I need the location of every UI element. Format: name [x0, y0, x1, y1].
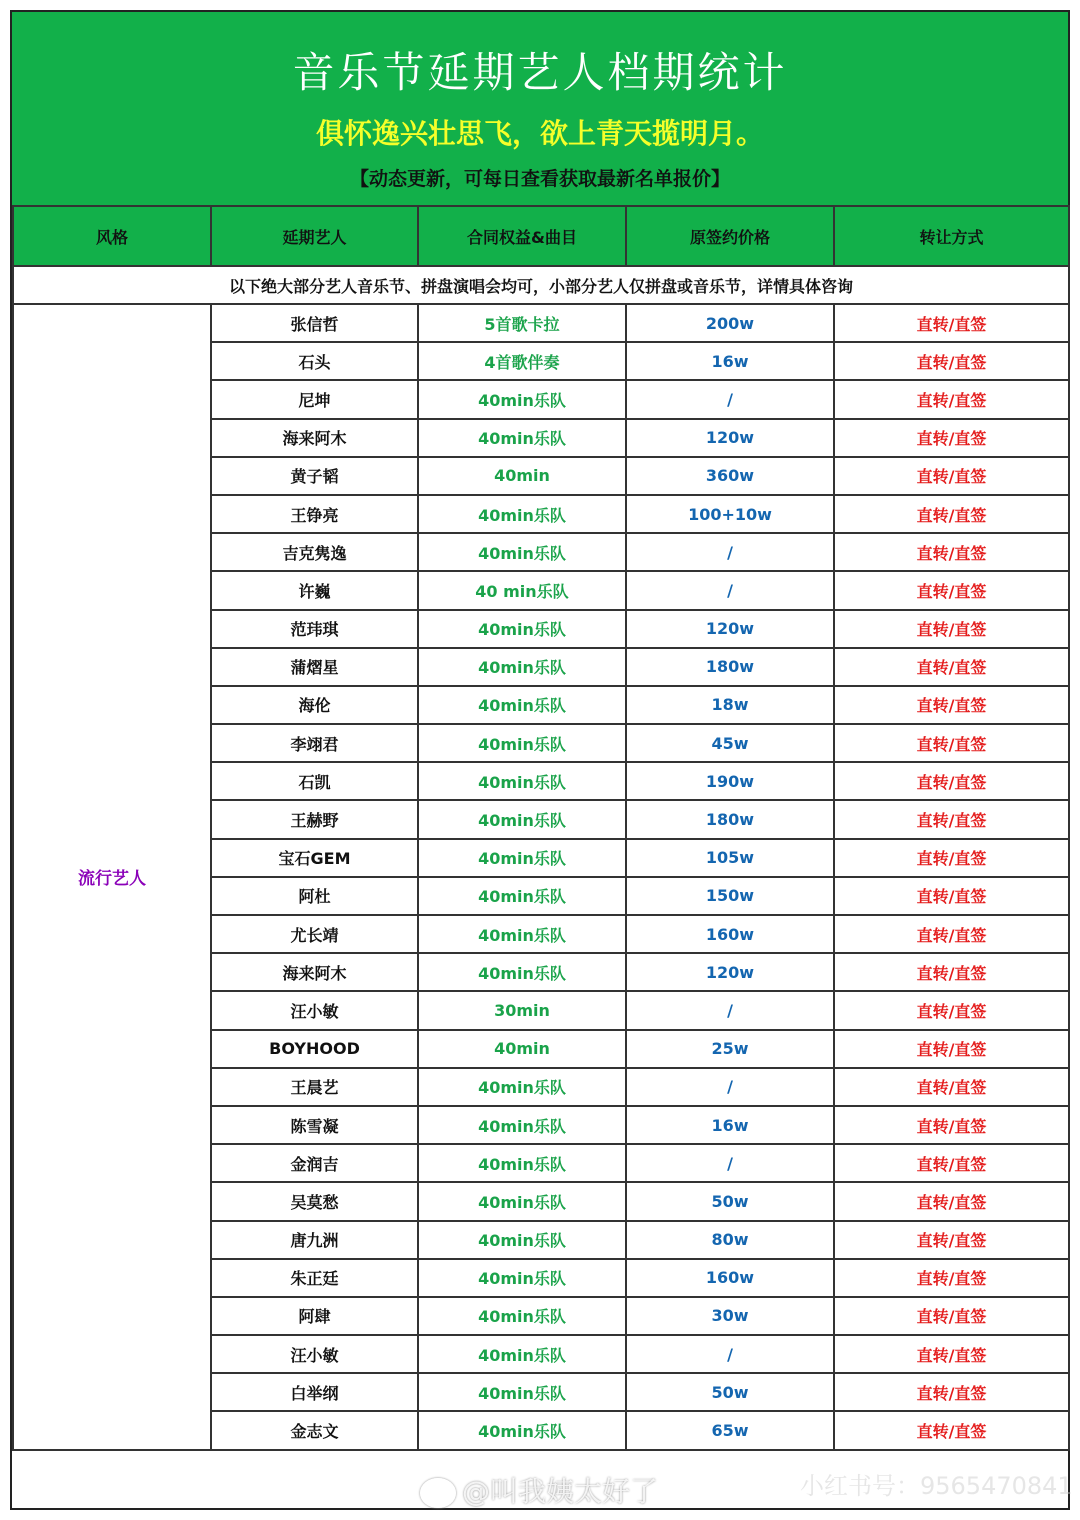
transfer-method: 直转/直签 [834, 1144, 1069, 1182]
artist-table [12, 205, 1070, 1451]
contract-terms: 40min乐队 [418, 839, 626, 877]
original-price: 80w [626, 1221, 834, 1259]
transfer-method: 直转/直签 [834, 762, 1069, 800]
column-header-artist: 延期艺人 [211, 206, 418, 266]
transfer-method: 直转/直签 [834, 610, 1069, 648]
artist-name: 尤长靖 [211, 915, 418, 953]
contract-terms: 40min乐队 [418, 1182, 626, 1220]
contract-terms: 5首歌卡拉 [418, 304, 626, 342]
original-price: 360w [626, 457, 834, 495]
contract-terms: 40min [418, 457, 626, 495]
contract-terms: 30min [418, 991, 626, 1029]
price-sheet [10, 10, 1070, 1510]
original-price: / [626, 991, 834, 1029]
transfer-method: 直转/直签 [834, 724, 1069, 762]
update-notice: 【动态更新，可每日查看获取最新名单报价】 [349, 168, 730, 190]
original-price: 160w [626, 915, 834, 953]
original-price: 45w [626, 724, 834, 762]
original-price: 105w [626, 839, 834, 877]
transfer-method: 直转/直签 [834, 877, 1069, 915]
artist-name: 范玮琪 [211, 610, 418, 648]
original-price: 120w [626, 610, 834, 648]
transfer-method: 直转/直签 [834, 457, 1069, 495]
transfer-method: 直转/直签 [834, 380, 1069, 418]
artist-name: 白举纲 [211, 1373, 418, 1411]
original-price: 30w [626, 1297, 834, 1335]
original-price: 65w [626, 1411, 834, 1449]
table-row [13, 304, 1069, 342]
contract-terms: 40min乐队 [418, 1106, 626, 1144]
artist-name: 阿肆 [211, 1297, 418, 1335]
contract-terms: 40min乐队 [418, 1144, 626, 1182]
original-price: 16w [626, 1106, 834, 1144]
contract-terms: 40min乐队 [418, 686, 626, 724]
contract-terms: 40min乐队 [418, 877, 626, 915]
weibo-watermark-text: @叫我姨太好了 [462, 1475, 659, 1508]
contract-terms: 40min乐队 [418, 419, 626, 457]
contract-terms: 40min乐队 [418, 953, 626, 991]
artist-name: BOYHOOD [211, 1030, 418, 1068]
artist-name: 石头 [211, 342, 418, 380]
transfer-method: 直转/直签 [834, 800, 1069, 838]
weibo-watermark [420, 1470, 658, 1510]
artist-name: 金志文 [211, 1411, 418, 1449]
contract-terms: 40min乐队 [418, 800, 626, 838]
transfer-method: 直转/直签 [834, 304, 1069, 342]
table-note: 以下绝大部分艺人音乐节、拼盘演唱会均可，小部分艺人仅拼盘或音乐节，详情具体咨询 [13, 266, 1069, 304]
contract-terms: 40min乐队 [418, 1373, 626, 1411]
contract-terms: 40min乐队 [418, 724, 626, 762]
transfer-method: 直转/直签 [834, 342, 1069, 380]
original-price: / [626, 1144, 834, 1182]
table-header-row [13, 206, 1069, 266]
original-price: 180w [626, 800, 834, 838]
transfer-method: 直转/直签 [834, 1297, 1069, 1335]
contract-terms: 40min乐队 [418, 495, 626, 533]
original-price: 100+10w [626, 495, 834, 533]
artist-name: 宝石GEM [211, 839, 418, 877]
column-header-price: 原签约价格 [626, 206, 834, 266]
contract-terms: 40min乐队 [418, 762, 626, 800]
original-price: 50w [626, 1373, 834, 1411]
transfer-method: 直转/直签 [834, 1030, 1069, 1068]
transfer-method: 直转/直签 [834, 953, 1069, 991]
artist-name: 海来阿木 [211, 419, 418, 457]
page-title: 音乐节延期艺人档期统计 [292, 48, 788, 97]
weibo-icon [420, 1478, 456, 1508]
original-price: / [626, 1335, 834, 1373]
transfer-method: 直转/直签 [834, 991, 1069, 1029]
original-price: 190w [626, 762, 834, 800]
contract-terms: 40min乐队 [418, 1221, 626, 1259]
column-header-style: 风格 [13, 206, 211, 266]
artist-name: 李翊君 [211, 724, 418, 762]
artist-name: 石凯 [211, 762, 418, 800]
transfer-method: 直转/直签 [834, 648, 1069, 686]
note-row [13, 266, 1069, 304]
artist-name: 海来阿木 [211, 953, 418, 991]
artist-name: 王晨艺 [211, 1068, 418, 1106]
column-header-contract: 合同权益&曲目 [418, 206, 626, 266]
artist-name: 金润吉 [211, 1144, 418, 1182]
artist-name: 汪小敏 [211, 1335, 418, 1373]
artist-name: 蒲熠星 [211, 648, 418, 686]
original-price: / [626, 533, 834, 571]
contract-terms: 40min乐队 [418, 915, 626, 953]
contract-terms: 40min乐队 [418, 1259, 626, 1297]
xiaohongshu-watermark: 小红书号：9565470841 [800, 1472, 1073, 1500]
contract-terms: 40 min乐队 [418, 571, 626, 609]
transfer-method: 直转/直签 [834, 1259, 1069, 1297]
original-price: 25w [626, 1030, 834, 1068]
artist-name: 吴莫愁 [211, 1182, 418, 1220]
sheet-header [12, 12, 1068, 205]
artist-name: 阿杜 [211, 877, 418, 915]
transfer-method: 直转/直签 [834, 571, 1069, 609]
original-price: 150w [626, 877, 834, 915]
contract-terms: 40min乐队 [418, 380, 626, 418]
contract-terms: 40min乐队 [418, 1411, 626, 1449]
transfer-method: 直转/直签 [834, 1106, 1069, 1144]
artist-name: 陈雪凝 [211, 1106, 418, 1144]
transfer-method: 直转/直签 [834, 686, 1069, 724]
contract-terms: 40min乐队 [418, 1068, 626, 1106]
category-cell: 流行艺人 [13, 304, 211, 1450]
contract-terms: 40min乐队 [418, 648, 626, 686]
original-price: / [626, 380, 834, 418]
transfer-method: 直转/直签 [834, 1373, 1069, 1411]
artist-name: 吉克隽逸 [211, 533, 418, 571]
contract-terms: 4首歌伴奏 [418, 342, 626, 380]
original-price: 120w [626, 953, 834, 991]
transfer-method: 直转/直签 [834, 1068, 1069, 1106]
contract-terms: 40min乐队 [418, 610, 626, 648]
contract-terms: 40min乐队 [418, 533, 626, 571]
slogan: 俱怀逸兴壮思飞，欲上青天揽明月。 [315, 117, 764, 150]
contract-terms: 40min乐队 [418, 1335, 626, 1373]
original-price: 50w [626, 1182, 834, 1220]
artist-name: 海伦 [211, 686, 418, 724]
artist-name: 张信哲 [211, 304, 418, 342]
original-price: 180w [626, 648, 834, 686]
artist-name: 黄子韬 [211, 457, 418, 495]
contract-terms: 40min乐队 [418, 1297, 626, 1335]
transfer-method: 直转/直签 [834, 533, 1069, 571]
artist-name: 朱正廷 [211, 1259, 418, 1297]
original-price: 16w [626, 342, 834, 380]
artist-name: 许巍 [211, 571, 418, 609]
original-price: 200w [626, 304, 834, 342]
transfer-method: 直转/直签 [834, 1221, 1069, 1259]
transfer-method: 直转/直签 [834, 495, 1069, 533]
artist-name: 唐九洲 [211, 1221, 418, 1259]
transfer-method: 直转/直签 [834, 839, 1069, 877]
artist-name: 汪小敏 [211, 991, 418, 1029]
original-price: 160w [626, 1259, 834, 1297]
artist-name: 王赫野 [211, 800, 418, 838]
artist-name: 王铮亮 [211, 495, 418, 533]
original-price: 120w [626, 419, 834, 457]
contract-terms: 40min [418, 1030, 626, 1068]
transfer-method: 直转/直签 [834, 1411, 1069, 1449]
original-price: / [626, 1068, 834, 1106]
original-price: 18w [626, 686, 834, 724]
transfer-method: 直转/直签 [834, 915, 1069, 953]
original-price: / [626, 571, 834, 609]
transfer-method: 直转/直签 [834, 1335, 1069, 1373]
transfer-method: 直转/直签 [834, 1182, 1069, 1220]
artist-name: 尼坤 [211, 380, 418, 418]
column-header-transfer: 转让方式 [834, 206, 1069, 266]
transfer-method: 直转/直签 [834, 419, 1069, 457]
